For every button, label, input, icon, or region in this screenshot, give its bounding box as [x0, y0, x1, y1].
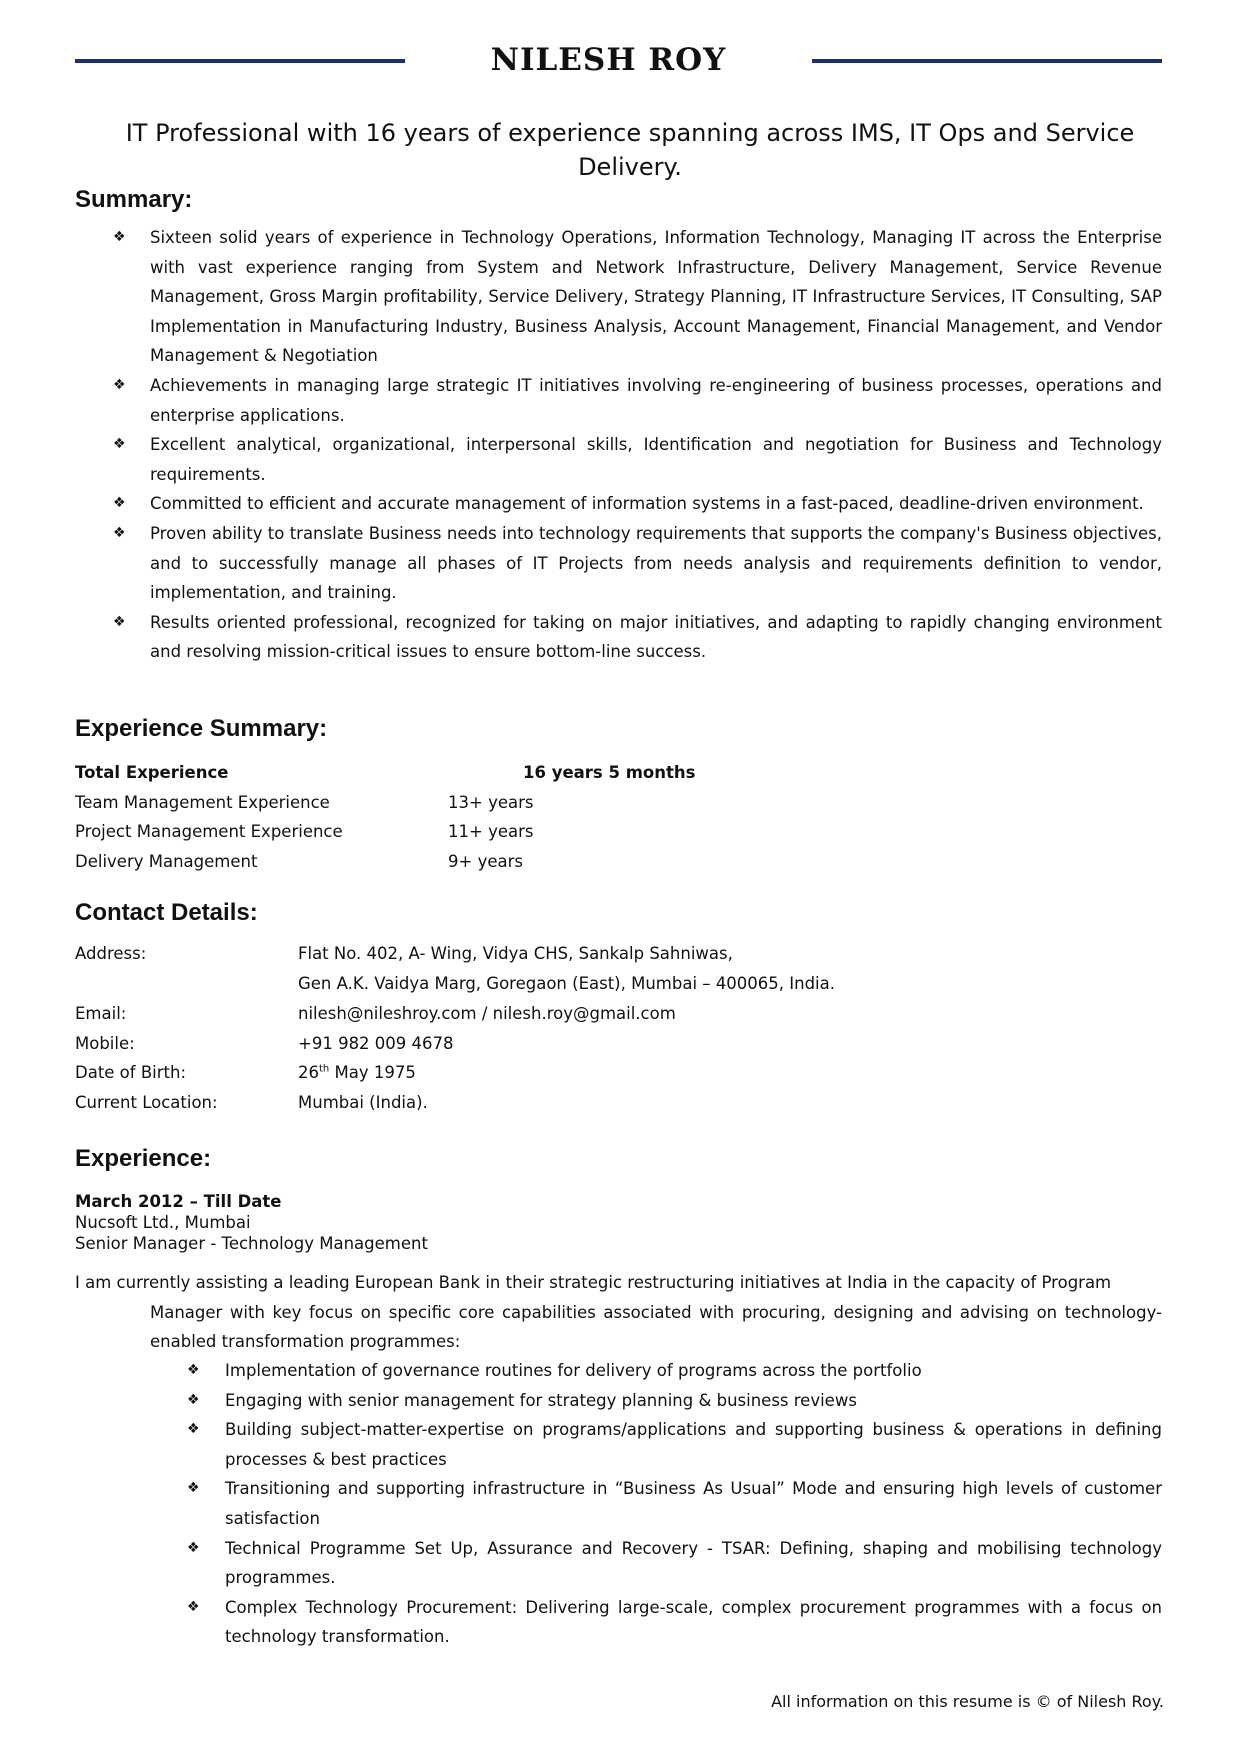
experience-label: Total Experience — [75, 763, 229, 782]
experience-heading: Experience: — [75, 1145, 212, 1172]
experience-label: Delivery Management — [75, 852, 258, 871]
diamond-bullet-icon: ❖ — [187, 1539, 200, 1556]
address-label: Address: — [75, 944, 147, 963]
list-item: ❖ Excellent analytical, organizational, interpersonal skills, Identification and negotiation for Business and Technology requirements. — [75, 430, 1162, 489]
dob-suffix: th — [319, 1063, 330, 1075]
diamond-bullet-icon: ❖ — [113, 376, 126, 393]
diamond-bullet-icon: ❖ — [187, 1480, 200, 1497]
email-value[interactable]: nilesh@nileshroy.com / nilesh.roy@gmail.com — [298, 1004, 676, 1023]
diamond-bullet-icon: ❖ — [187, 1391, 200, 1408]
experience-label: Project Management Experience — [75, 822, 343, 841]
dob-day: 26 — [298, 1063, 319, 1082]
diamond-bullet-icon: ❖ — [113, 495, 126, 512]
dob-value — [298, 1063, 416, 1082]
email-label: Email: — [75, 1004, 127, 1023]
experience-summary-heading: Experience Summary: — [75, 715, 328, 742]
experience-label: Team Management Experience — [75, 793, 330, 812]
dob-label: Date of Birth: — [75, 1063, 187, 1082]
diamond-bullet-icon: ❖ — [187, 1362, 200, 1378]
job-description — [75, 1268, 1162, 1357]
list-item: ❖ Complex Technology Procurement: Delivering large-scale, complex procurement programmes with a focus on technology transformation. — [150, 1593, 1162, 1652]
diamond-bullet-icon: ❖ — [113, 613, 126, 630]
candidate-name: NILESH ROY — [490, 42, 727, 78]
header-rule-right — [812, 59, 1162, 63]
experience-value: 9+ years — [448, 852, 523, 871]
job-company: Nucsoft Ltd., Mumbai — [75, 1213, 251, 1232]
address-line-2: Gen A.K. Vaidya Marg, Goregaon (East), Mumbai – 400065, India. — [298, 974, 835, 993]
diamond-bullet-icon: ❖ — [113, 229, 126, 245]
list-item: ❖ Proven ability to translate Business needs into technology requirements that supports the company's Business objectives, and to successfully manage all phases of IT Projects from needs analysis and requirements definition to vendor, implementation, and training. — [75, 519, 1162, 608]
experience-value: 11+ years — [448, 822, 534, 841]
list-item: ❖ Technical Programme Set Up, Assurance and Recovery - TSAR: Defining, shaping and mobilising technology programmes. — [150, 1534, 1162, 1593]
header-rule-left — [75, 59, 405, 63]
mobile-value: +91 982 009 4678 — [298, 1034, 454, 1053]
diamond-bullet-icon: ❖ — [113, 524, 126, 541]
list-item: ❖ Building subject-matter-expertise on programs/applications and supporting business & operations in defining processes & best practices — [150, 1415, 1162, 1474]
list-item: ❖ Committed to efficient and accurate management of information systems in a fast-paced, deadline-driven environment. — [75, 489, 1162, 519]
diamond-bullet-icon: ❖ — [113, 436, 126, 453]
experience-value: 13+ years — [448, 793, 534, 812]
job-description-continued: Manager with key focus on specific core capabilities associated with procuring, designing and advising on technology-enabled transformation programmes: — [150, 1302, 1162, 1352]
dob-rest: May 1975 — [329, 1063, 416, 1082]
list-item: ❖ Transitioning and supporting infrastructure in “Business As Usual” Mode and ensuring high levels of customer satisfaction — [150, 1474, 1162, 1533]
summary-list — [75, 223, 1162, 667]
diamond-bullet-icon: ❖ — [187, 1598, 200, 1615]
tagline: IT Professional with 16 years of experience spanning across IMS, IT Ops and Service Delivery. — [125, 119, 1135, 181]
list-item: ❖ Implementation of governance routines for delivery of programs across the portfolio — [150, 1356, 1162, 1386]
list-item: ❖ Results oriented professional, recognized for taking on major initiatives, and adapting to rapidly changing environment and resolving mission-critical issues to ensure bottom-line success. — [75, 608, 1162, 667]
location-value: Mumbai (India). — [298, 1093, 428, 1112]
list-item: ❖ Achievements in managing large strategic IT initiatives involving re-engineering of business processes, operations and enterprise applications. — [75, 371, 1162, 430]
address-line-1: Flat No. 402, A- Wing, Vidya CHS, Sankalp Sahniwas, — [298, 944, 733, 963]
mobile-label: Mobile: — [75, 1034, 135, 1053]
copyright-footer: All information on this resume is © of Nilesh Roy. — [771, 1692, 1164, 1711]
summary-heading: Summary: — [75, 186, 193, 213]
list-item: ❖ Engaging with senior management for strategy planning & business reviews — [150, 1386, 1162, 1416]
job-period: March 2012 – Till Date — [75, 1192, 282, 1211]
location-label: Current Location: — [75, 1093, 218, 1112]
list-item: ❖ Sixteen solid years of experience in Technology Operations, Information Technology, Managing IT across the Enterprise with vast experience ranging from System and Network Infrastructure, Delivery Management, Service Revenue Management, Gross Margin profitability, Service Delivery, Strategy Planning, IT Infrastructure Services, IT Consulting, SAP Implementation in Manufacturing Industry, Business Analysis, Account Management, Financial Management, and Vendor Management & Negotiation — [75, 223, 1162, 371]
job-description-first-line: I am currently assisting a leading European Bank in their strategic restructuring initiatives at India in the capacity of Program — [75, 1273, 1112, 1292]
responsibility-list — [150, 1356, 1162, 1652]
diamond-bullet-icon: ❖ — [187, 1421, 200, 1438]
experience-value: 16 years 5 months — [523, 763, 696, 782]
job-role: Senior Manager - Technology Management — [75, 1234, 428, 1253]
contact-heading: Contact Details: — [75, 899, 258, 926]
